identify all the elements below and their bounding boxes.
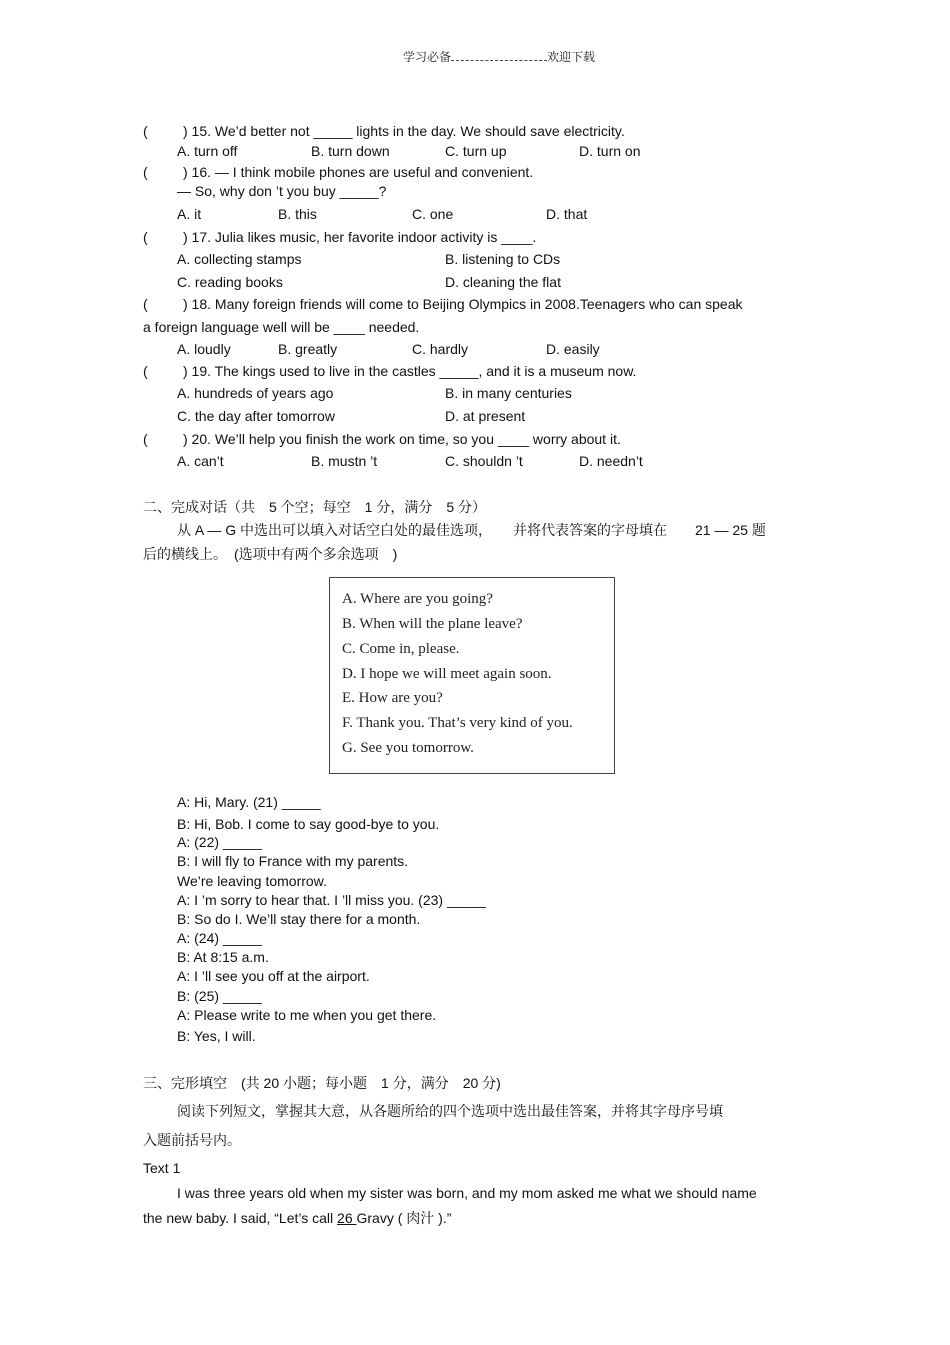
q19-option-c: C. the day after tomorrow xyxy=(177,408,335,424)
answer-paren: ( xyxy=(143,164,148,180)
dialogue-line: A: Please write to me when you get there. xyxy=(177,1007,437,1023)
answer-paren: ( xyxy=(143,123,148,139)
answer-paren: ( xyxy=(143,363,148,379)
box-option-b: B. When will the plane leave? xyxy=(342,616,523,632)
section-3-title: 三、完形填空 (共 20 小题；每小题 1 分，满分 20 分) xyxy=(143,1075,501,1091)
dialogue-line: A: I ’ll see you off at the airport. xyxy=(177,968,370,984)
section-2-instruction-2: 后的横线上。 (选项中有两个多余选项 ) xyxy=(143,546,398,562)
dialogue-line: A: (24) _____ xyxy=(177,930,262,946)
q16-option-c: C. one xyxy=(412,206,454,222)
section-3-instruction-2: 入题前括号内。 xyxy=(143,1132,241,1148)
q20-option-a: A. can’t xyxy=(177,453,224,469)
dialogue-line: A: Hi, Mary. (21) _____ xyxy=(177,794,321,810)
section-2-title: 二、完成对话（共 5 个空；每空 1 分，满分 5 分） xyxy=(143,499,487,515)
dialogue-line: We’re leaving tomorrow. xyxy=(177,873,327,889)
page-header xyxy=(403,50,595,64)
q16-option-a: A. it xyxy=(177,206,202,222)
passage-line-2: the new baby. I said, “Let’s call 26 Gravy ( 肉汁 ).” xyxy=(143,1210,452,1226)
options-box xyxy=(329,577,615,774)
box-option-d: D. I hope we will meet again soon. xyxy=(342,666,552,682)
question-18-stem: ( ) 18. Many foreign friends will come to Beijing Olympics in 2008.Teenagers who can speak xyxy=(143,296,743,312)
passage-line-1: I was three years old when my sister was born, and my mom asked me what we should name xyxy=(177,1185,757,1201)
q20-option-b: B. mustn ’t xyxy=(311,453,378,469)
dialogue-line: B: (25) _____ xyxy=(177,988,262,1004)
question-16-stem-2: — So, why don ’t you buy _____? xyxy=(177,183,387,199)
dialogue-line: B: I will fly to France with my parents. xyxy=(177,853,409,869)
q15-option-b: B. turn down xyxy=(311,143,390,159)
q20-option-d: D. needn’t xyxy=(579,453,643,469)
header-right: 欢迎下载 xyxy=(547,50,596,64)
section-3-instruction-1: 阅读下列短文，掌握其大意，从各题所给的四个选项中选出最佳答案，并将其字母序号填 xyxy=(177,1103,723,1119)
box-option-a: A. Where are you going? xyxy=(342,591,493,607)
q17-option-b: B. listening to CDs xyxy=(445,251,561,267)
box-option-e: E. How are you? xyxy=(342,690,443,706)
dialogue-line: B: Yes, I will. xyxy=(177,1028,256,1044)
q17-option-a: A. collecting stamps xyxy=(177,251,302,267)
question-18-stem-2: a foreign language well will be ____ needed. xyxy=(143,319,420,335)
blank-26: 26 xyxy=(337,1210,357,1226)
answer-paren: ( xyxy=(143,229,148,245)
q17-option-c: C. reading books xyxy=(177,274,283,290)
q15-option-c: C. turn up xyxy=(445,143,507,159)
question-20-stem: ( ) 20. We’ll help you finish the work on time, so you ____ worry about it. xyxy=(143,431,621,447)
dialogue-line: A: I ’m sorry to hear that. I ’ll miss you. (23) _____ xyxy=(177,892,486,908)
dialogue-line: A: (22) _____ xyxy=(177,834,262,850)
q18-option-c: C. hardly xyxy=(412,341,469,357)
q19-option-b: B. in many centuries xyxy=(445,385,572,401)
q16-option-b: B. this xyxy=(278,206,317,222)
dialogue-line: B: At 8:15 a.m. xyxy=(177,949,269,965)
q20-option-c: C. shouldn ’t xyxy=(445,453,523,469)
question-16-stem: ( ) 16. — I think mobile phones are useful and convenient. xyxy=(143,164,534,180)
q15-option-a: A. turn off xyxy=(177,143,238,159)
header-divider xyxy=(451,60,547,61)
dialogue-line: B: So do I. We’ll stay there for a month. xyxy=(177,911,421,927)
box-option-c: C. Come in, please. xyxy=(342,641,460,657)
answer-paren: ( xyxy=(143,296,148,312)
q17-option-d: D. cleaning the flat xyxy=(445,274,561,290)
q19-option-a: A. hundreds of years ago xyxy=(177,385,334,401)
box-option-g: G. See you tomorrow. xyxy=(342,740,474,756)
answer-paren: ( xyxy=(143,431,148,447)
q19-option-d: D. at present xyxy=(445,408,526,424)
q18-option-d: D. easily xyxy=(546,341,600,357)
q18-option-a: A. loudly xyxy=(177,341,231,357)
header-left: 学习必备 xyxy=(403,50,452,64)
q18-option-b: B. greatly xyxy=(278,341,338,357)
q16-option-d: D. that xyxy=(546,206,588,222)
section-2-instruction-1: 从 A — G 中选出可以填入对话空白处的最佳选项， 并将代表答案的字母填在 21 — 25 题 xyxy=(177,522,766,538)
dialogue-line: B: Hi, Bob. I come to say good-bye to you. xyxy=(177,816,440,832)
text-label: Text 1 xyxy=(143,1160,181,1176)
question-15-stem: ( ) 15. We’d better not _____ lights in the day. We should save electricity. xyxy=(143,123,625,139)
q15-option-d: D. turn on xyxy=(579,143,641,159)
box-option-f: F. Thank you. That’s very kind of you. xyxy=(342,715,573,731)
question-19-stem: ( ) 19. The kings used to live in the castles _____, and it is a museum now. xyxy=(143,363,637,379)
question-17-stem: ( ) 17. Julia likes music, her favorite indoor activity is ____. xyxy=(143,229,537,245)
